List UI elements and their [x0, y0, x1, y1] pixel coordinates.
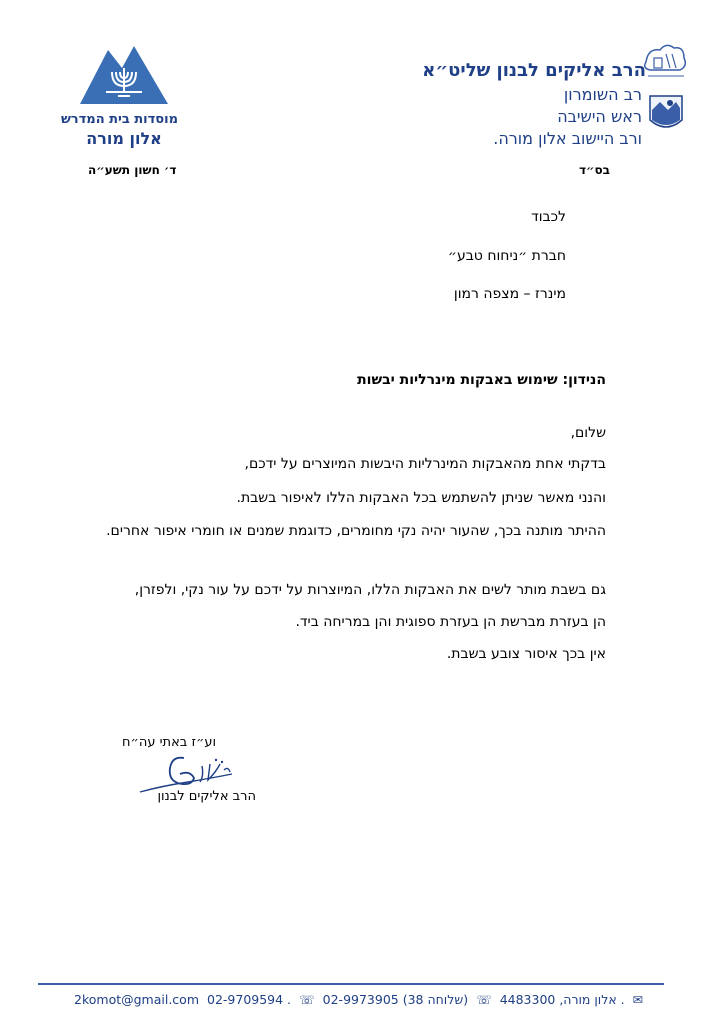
rabbi-title-2: ראש הישיבה: [557, 107, 642, 126]
signatory-name: הרב אליקים לבנון: [157, 789, 256, 804]
body-paragraph-1: בדקתי אחת מהאבקות המינרליות היבשות המיוצרים על ידכם,: [244, 456, 606, 472]
settlement-emblem-logo: [640, 40, 690, 140]
address-line-2: חברת ״ניחוח טבע״: [447, 248, 566, 264]
fax-icon: ☏: [299, 992, 315, 1007]
rabbi-title-3: ורב היישוב אלון מורה.: [493, 129, 642, 148]
footer-contact: [72, 992, 680, 1007]
body-paragraph-6: אין בכך איסור צובע בשבת.: [446, 646, 606, 662]
envelope-icon: ✉: [632, 992, 644, 1007]
greeting: שלום,: [570, 425, 606, 441]
body-paragraph-5: הן בעזרת מברשת הן בעזרת ספוגית והן במריחה ביד.: [295, 614, 606, 630]
institution-menorah-logo: [78, 42, 170, 112]
hebrew-date: ד׳ חשון תשע״ה: [88, 163, 177, 177]
address-line-3: מינרז – מצפה רמון: [453, 286, 566, 302]
footer-address: אלון מורה, 4483300 .: [499, 992, 625, 1007]
subject-line: הנידון: שימוש באבקות מינרליות יבשות: [357, 372, 606, 388]
footer-divider: [38, 983, 664, 985]
closing-line: וע״ז באתי עה״ח: [122, 735, 216, 750]
address-line-1: לכבוד: [531, 209, 566, 225]
institution-name-line1: מוסדות בית המדרש: [60, 112, 178, 127]
phone-icon: ☏: [476, 992, 492, 1007]
bsd-mark: בס״ד: [578, 163, 610, 177]
footer-phone: 02-9973905 (שלוחה 38): [322, 992, 469, 1007]
footer-fax: 02-9709594 .: [207, 992, 292, 1007]
body-paragraph-4: גם בשבת מותר לשים את האבקות הללו, המיוצרות על ידכם על עור נקי, ולפזרן,: [134, 582, 606, 598]
institution-name-line2: אלון מורה: [86, 129, 162, 148]
body-paragraph-2: והנני מאשר שניתן להשתמש בכל האבקות הללו לאיפור בשבת.: [236, 490, 606, 506]
rabbi-name: הרב אליקים לבנון שליט״א: [422, 60, 646, 81]
rabbi-title-1: רב השומרון: [563, 85, 642, 104]
body-paragraph-3: ההיתר מותנה בכך, שהעור יהיה נקי מחומרים, כדוגמת שמנים או חומרי איפור אחרים.: [106, 523, 606, 539]
footer-email[interactable]: 2komot@gmail.com: [74, 992, 200, 1007]
